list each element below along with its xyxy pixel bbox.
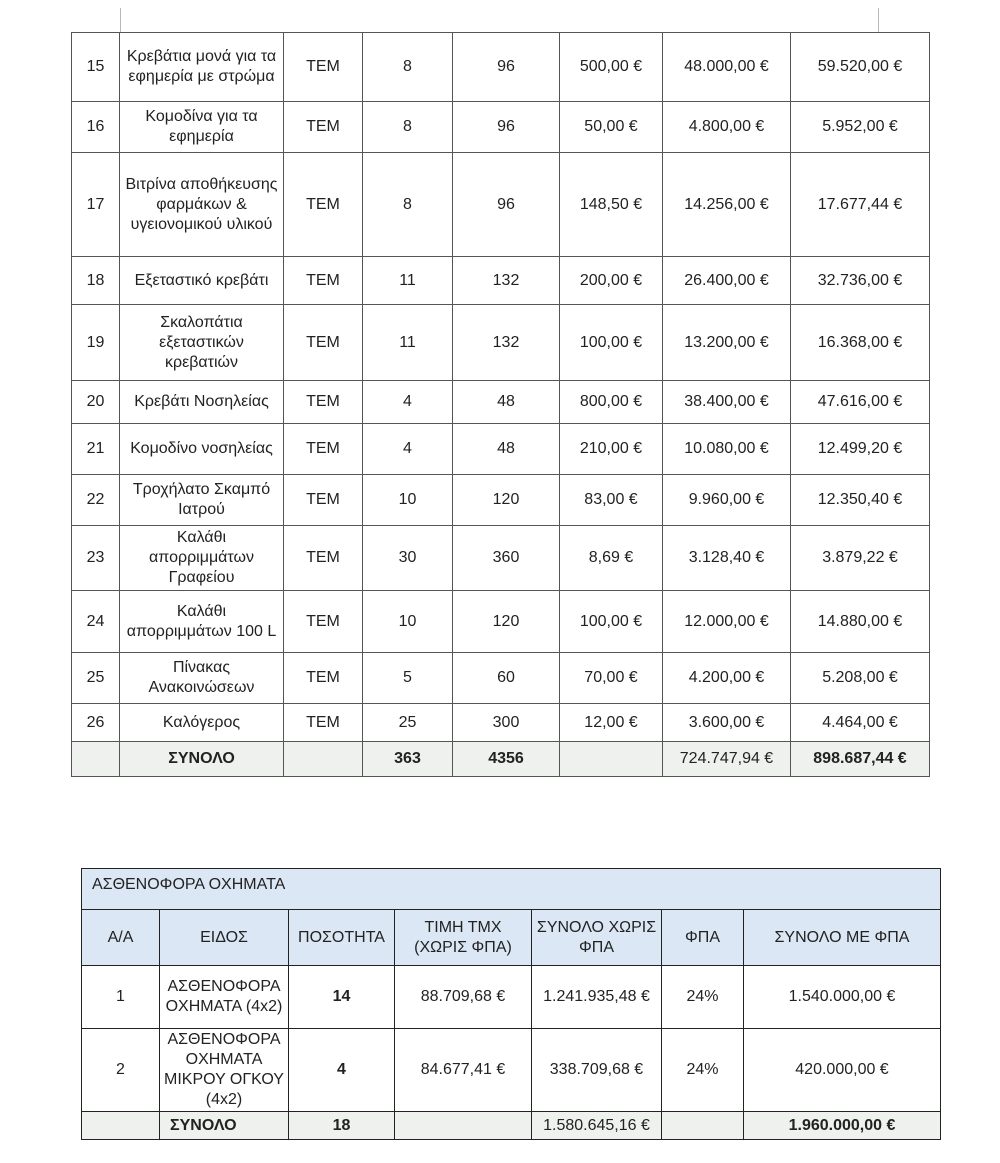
empty-cell [560,742,663,777]
item-description: Κρεβάτια μονά για τα εφημερία με στρώμα [120,33,284,102]
table-header-row [82,910,941,966]
quantity-b: 120 [453,475,560,526]
table-row [72,704,930,742]
empty-cell [72,742,120,777]
quantity-a: 30 [363,526,453,591]
total-ex-vat: 3.600,00 € [663,704,791,742]
unit-price: 148,50 € [560,153,663,257]
grand-total-inc-vat: 898.687,44 € [791,742,930,777]
row-number: 24 [72,591,120,653]
total-inc-vat: 4.464,00 € [791,704,930,742]
unit-price: 500,00 € [560,33,663,102]
unit: ΤΕΜ [284,475,363,526]
row-number: 2 [82,1029,160,1112]
quantity: 14 [289,966,395,1029]
row-number: 22 [72,475,120,526]
quantity-a: 8 [363,102,453,153]
unit-price: 100,00 € [560,305,663,381]
unit-price: 50,00 € [560,102,663,153]
table-row [72,591,930,653]
total-ex-vat: 38.400,00 € [663,381,791,424]
total-inc-vat: 32.736,00 € [791,257,930,305]
grand-total-ex-vat: 724.747,94 € [663,742,791,777]
item-description: ΑΣΘΕΝΟΦΟΡΑ ΟΧΗΜΑΤΑ (4x2) [160,966,289,1029]
table-row [72,653,930,704]
header-aa: Α/Α [82,910,160,966]
row-number: 1 [82,966,160,1029]
quantity-b: 96 [453,102,560,153]
empty-cell [662,1112,744,1140]
item-description: Σκαλοπάτια εξεταστικών κρεβατιών [120,305,284,381]
total-inc-vat: 420.000,00 € [744,1029,941,1112]
row-number: 19 [72,305,120,381]
unit-price: 100,00 € [560,591,663,653]
total-label: ΣΥΝΟΛΟ [120,742,284,777]
page-corner-mark-right [878,8,879,33]
total-quantity: 18 [289,1112,395,1140]
item-description: Βιτρίνα αποθήκευσης φαρμάκων & υγειονομικού υλικού [120,153,284,257]
table-title: ΑΣΘΕΝΟΦΟΡΑ ΟΧΗΜΑΤΑ [82,869,941,910]
header-quantity: ΠΟΣΟΤΗΤΑ [289,910,395,966]
unit-price: 800,00 € [560,381,663,424]
unit: ΤΕΜ [284,381,363,424]
unit-price: 12,00 € [560,704,663,742]
quantity-a: 11 [363,257,453,305]
unit-price: 70,00 € [560,653,663,704]
total-inc-vat: 17.677,44 € [791,153,930,257]
total-row [82,1112,941,1140]
header-vat: ΦΠΑ [662,910,744,966]
table-row [72,526,930,591]
table-title-row [82,869,941,910]
quantity-b: 48 [453,424,560,475]
item-description: Καλάθι απορριμμάτων Γραφείου [120,526,284,591]
unit: ΤΕΜ [284,33,363,102]
total-ex-vat: 4.800,00 € [663,102,791,153]
quantity-a: 8 [363,153,453,257]
quantity-b: 48 [453,381,560,424]
total-row [72,742,930,777]
quantity-a: 5 [363,653,453,704]
total-inc-vat: 12.350,40 € [791,475,930,526]
unit: ΤΕΜ [284,102,363,153]
total-ex-vat: 14.256,00 € [663,153,791,257]
vat-rate: 24% [662,966,744,1029]
unit: ΤΕΜ [284,653,363,704]
quantity-a: 10 [363,591,453,653]
total-quantity-a: 363 [363,742,453,777]
item-description: Κομοδίνα για τα εφημερία [120,102,284,153]
unit: ΤΕΜ [284,305,363,381]
total-ex-vat: 26.400,00 € [663,257,791,305]
grand-total-ex-vat: 1.580.645,16 € [532,1112,662,1140]
item-description: Καλόγερος [120,704,284,742]
total-ex-vat: 4.200,00 € [663,653,791,704]
total-ex-vat: 10.080,00 € [663,424,791,475]
total-inc-vat: 14.880,00 € [791,591,930,653]
row-number: 26 [72,704,120,742]
table-row [72,153,930,257]
table-row [72,33,930,102]
quantity-b: 132 [453,257,560,305]
quantity-b: 96 [453,153,560,257]
unit-price: 88.709,68 € [395,966,532,1029]
item-description: ΑΣΘΕΝΟΦΟΡΑ ΟΧΗΜΑΤΑ ΜΙΚΡΟΥ ΟΓΚΟΥ (4x2) [160,1029,289,1112]
unit: ΤΕΜ [284,153,363,257]
header-total-inc-vat: ΣΥΝΟΛΟ ΜΕ ΦΠΑ [744,910,941,966]
page-corner-mark-left [120,8,121,33]
quantity-b: 96 [453,33,560,102]
quantity-b: 300 [453,704,560,742]
unit: ΤΕΜ [284,424,363,475]
total-inc-vat: 1.540.000,00 € [744,966,941,1029]
quantity: 4 [289,1029,395,1112]
header-unit-price: ΤΙΜΗ ΤΜΧ (ΧΩΡΙΣ ΦΠΑ) [395,910,532,966]
total-inc-vat: 3.879,22 € [791,526,930,591]
total-inc-vat: 16.368,00 € [791,305,930,381]
total-inc-vat: 12.499,20 € [791,424,930,475]
row-number: 23 [72,526,120,591]
quantity-b: 360 [453,526,560,591]
header-total-ex-vat: ΣΥΝΟΛΟ ΧΩΡΙΣ ΦΠΑ [532,910,662,966]
unit-price: 8,69 € [560,526,663,591]
empty-cell [284,742,363,777]
quantity-a: 8 [363,33,453,102]
total-inc-vat: 59.520,00 € [791,33,930,102]
row-number: 25 [72,653,120,704]
quantity-a: 4 [363,381,453,424]
unit-price: 200,00 € [560,257,663,305]
item-description: Κρεβάτι Νοσηλείας [120,381,284,424]
quantity-a: 11 [363,305,453,381]
total-inc-vat: 5.208,00 € [791,653,930,704]
unit-price: 83,00 € [560,475,663,526]
quantity-a: 25 [363,704,453,742]
total-label: ΣΥΝΟΛΟ [160,1112,289,1140]
item-description: Εξεταστικό κρεβάτι [120,257,284,305]
total-ex-vat: 338.709,68 € [532,1029,662,1112]
row-number: 15 [72,33,120,102]
quantity-a: 4 [363,424,453,475]
row-number: 21 [72,424,120,475]
quantity-b: 132 [453,305,560,381]
empty-cell [395,1112,532,1140]
table-row [82,966,941,1029]
unit: ΤΕΜ [284,526,363,591]
unit: ΤΕΜ [284,257,363,305]
table-row [72,424,930,475]
unit: ΤΕΜ [284,704,363,742]
table-row [72,475,930,526]
equipment-items-table [71,32,930,777]
unit-price: 210,00 € [560,424,663,475]
quantity-b: 120 [453,591,560,653]
table-row [72,381,930,424]
total-inc-vat: 47.616,00 € [791,381,930,424]
total-quantity-b: 4356 [453,742,560,777]
quantity-b: 60 [453,653,560,704]
unit: ΤΕΜ [284,591,363,653]
total-ex-vat: 13.200,00 € [663,305,791,381]
total-ex-vat: 48.000,00 € [663,33,791,102]
total-ex-vat: 12.000,00 € [663,591,791,653]
ambulance-vehicles-table [81,868,941,1140]
table-row [72,257,930,305]
unit-price: 84.677,41 € [395,1029,532,1112]
vat-rate: 24% [662,1029,744,1112]
row-number: 16 [72,102,120,153]
grand-total-inc-vat: 1.960.000,00 € [744,1112,941,1140]
header-item: ΕΙΔΟΣ [160,910,289,966]
item-description: Τροχήλατο Σκαμπό Ιατρού [120,475,284,526]
empty-cell [82,1112,160,1140]
total-ex-vat: 3.128,40 € [663,526,791,591]
item-description: Πίνακας Ανακοινώσεων [120,653,284,704]
row-number: 18 [72,257,120,305]
item-description: Καλάθι απορριμμάτων 100 L [120,591,284,653]
table-row [72,305,930,381]
row-number: 17 [72,153,120,257]
item-description: Κομοδίνο νοσηλείας [120,424,284,475]
total-ex-vat: 9.960,00 € [663,475,791,526]
table-row [72,102,930,153]
row-number: 20 [72,381,120,424]
quantity-a: 10 [363,475,453,526]
total-inc-vat: 5.952,00 € [791,102,930,153]
total-ex-vat: 1.241.935,48 € [532,966,662,1029]
table-row [82,1029,941,1112]
